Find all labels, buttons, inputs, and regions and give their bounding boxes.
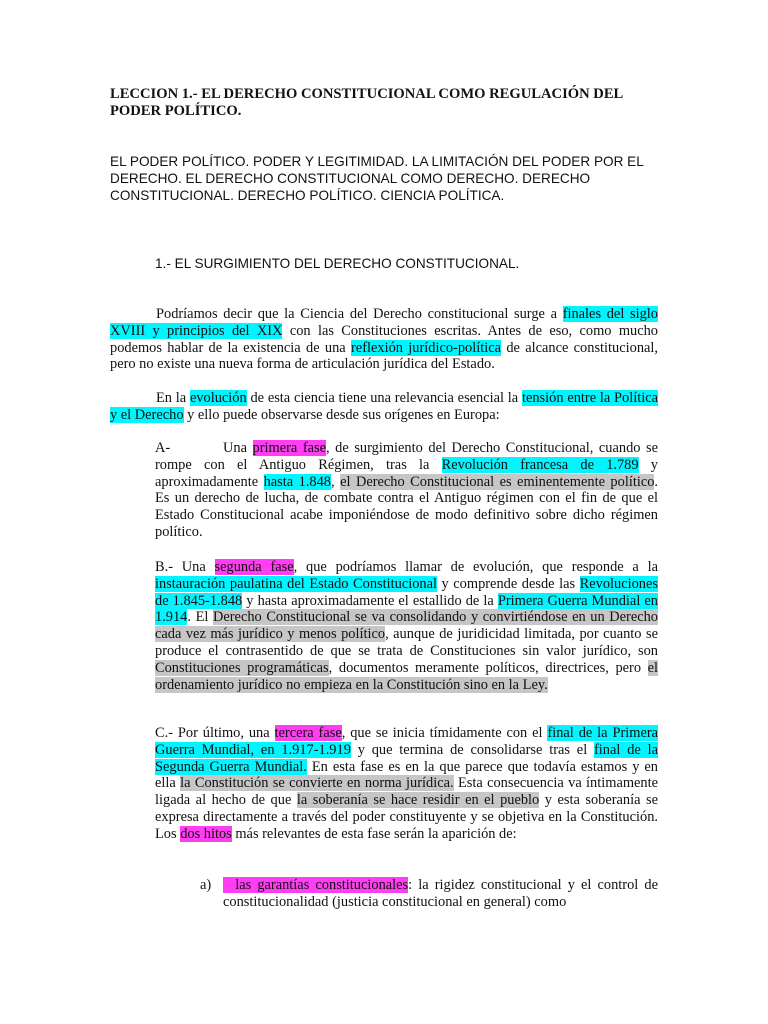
paragraph-text: Una [223,440,253,456]
paragraph-text: más relevantes de esta fase serán la aparición de: [231,825,517,842]
paragraph-text: C.- Por último, una [155,725,275,741]
highlight-gray: el Derecho Constitucional es eminentemente político [340,473,655,490]
highlight-cyan: reflexión jurídico-política [351,339,501,356]
paragraph-text: , [331,473,341,490]
highlight-magenta: segunda fase [214,559,294,575]
lesson-subtitle: EL PODER POLÍTICO. PODER Y LEGITIMIDAD. LA LIMITACIÓN DEL PODER POR EL DERECHO. EL DERECHO CONSTITUCIONAL COMO DERECHO. DERECHO CONSTITUCIONAL. DERECHO POLÍTICO. CIENCIA POLÍTICA. [110,154,644,203]
paragraph-text: y que termina de consolidarse tras el [350,741,595,758]
paragraph-text: y esta soberanía se expresa directamente a través del poder constituyente y se objetiva en la Constitución. Los [155,792,659,842]
paragraph-1 [110,306,658,373]
highlight-gray: Constituciones programáticas [155,659,329,676]
highlight-cyan: finales del siglo XVIII y principios del XIX [110,306,658,339]
paragraph-text: . Es un derecho de lucha, de combate contra el Antiguo régimen con el fin de que el Estado Constitucional acabe imponiéndose de modo definitivo sobre dicho régimen político. [155,473,659,540]
paragraph-text: Podríamos decir que la Ciencia del Derecho constitucional surge a [156,306,563,322]
paragraph-text: En la [156,390,190,406]
highlight-cyan: Revolución francesa de 1.789 [441,456,639,473]
highlight-cyan: Primera Guerra Mundial en 1.914 [155,592,658,626]
paragraph-text: , de surgimiento del Derecho Constitucional, cuando se rompe con el Antiguo Régimen, tras la [155,440,659,473]
paragraph-text: y hasta aproximadamente el estallido de la [242,592,498,609]
paragraph-text: y ello puede observarse desde sus orígenes en Europa: [183,406,500,423]
highlight-magenta: tercera fase [274,725,342,741]
paragraph-text: de alcance constitucional, pero no existe una nueva forma de articulación jurídica del Estado. [110,339,658,373]
paragraph-text: con las Constituciones escritas. Antes de eso, como mucho podemos hablar de la existencia de una [110,322,658,356]
highlight-cyan: tensión entre la Política y el Derecho [110,390,658,423]
highlight-cyan: final de la Primera Guerra Mundial, en 1.917-1.919 [155,725,659,758]
phase-a-label: A- [155,440,171,456]
paragraph-text: , aunque de juridicidad limitada, por cuanto se produce el contrasentido de que se trata de Constituciones sin valor jurídico, son [155,626,658,659]
list-item-label: a) [200,877,212,893]
section-heading: 1.- EL SURGIMIENTO DEL DERECHO CONSTITUCIONAL. [155,256,520,271]
list-item-a [200,877,658,911]
paragraph-2 [110,390,658,424]
paragraph-text: . El [187,609,213,626]
paragraph-text: , documentos meramente políticos, directrices, pero [328,659,648,676]
phase-b [155,559,658,693]
paragraph-text: y comprende desde las [436,575,580,592]
highlight-gray: la Constitución se convierte en norma jurídica. [180,775,454,792]
highlight-gray: el ordenamiento jurídico no empieza en la Constitución sino en la Ley. [155,659,659,693]
paragraph-text: de esta ciencia tiene una relevancia esencial la [246,390,522,406]
paragraph-text: y aproximadamente [155,456,659,490]
highlight-gray: la soberanía se hace residir en el pueblo [296,792,540,809]
highlight-magenta: dos hitos [180,825,232,842]
highlight-cyan: final de la Segunda Guerra Mundial. [155,741,658,775]
paragraph-text: , que podríamos llamar de evolución, que responde a la [293,559,658,575]
list-item-text [223,877,658,911]
paragraph-text: B.- Una [155,559,215,575]
highlight-magenta: primera fase [252,440,327,456]
paragraph-text: En esta fase es en la que parece que todavía estamos y en ella [155,758,658,792]
phase-c [155,725,658,843]
highlight-cyan: instauración paulatina del Estado Constitucional [155,575,437,592]
paragraph-text: : la rigidez constitucional y el control de constitucionalidad (justicia constitucional en general) como [223,877,658,910]
paragraph-text: , que se inicia tímidamente con el [341,725,548,741]
paragraph-text: Esta consecuencia va íntimamente ligada al hecho de que [155,775,658,809]
highlight-gray: Derecho Constitucional se va consolidando y convirtiéndose en un Derecho cada vez más jurídico y menos político [155,609,658,643]
lesson-title: LECCION 1.- EL DERECHO CONSTITUCIONAL COMO REGULACIÓN DEL PODER POLÍTICO. [110,86,623,119]
highlight-cyan: hasta 1.848 [263,473,332,490]
highlight-magenta: las garantías constitucionales [223,877,409,893]
phase-a [155,440,658,541]
highlight-cyan: evolución [189,390,247,406]
highlight-cyan: Revoluciones de 1.845-1.848 [155,575,658,609]
